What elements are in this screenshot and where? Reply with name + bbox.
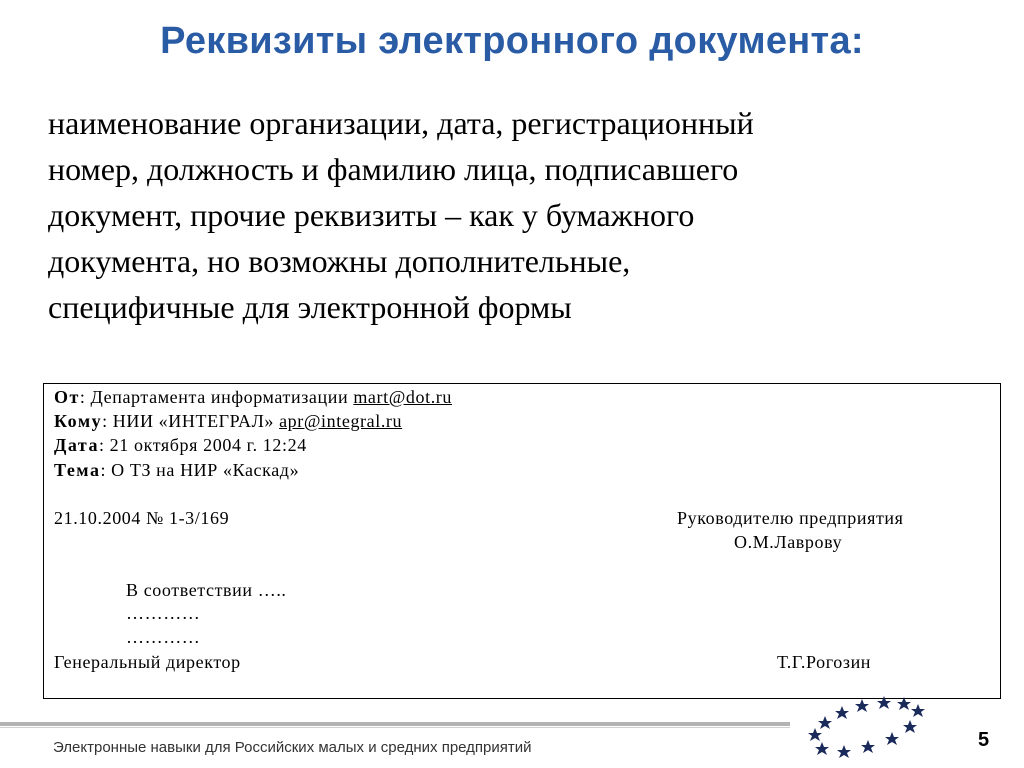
subject-row [54, 460, 299, 481]
footer-divider-thin [0, 727, 790, 728]
letter-body-line: ………… [126, 603, 201, 623]
letter-body-line: ………… [126, 627, 201, 647]
body-line: документа, но возможны дополнительные, [48, 243, 631, 279]
star-icon [818, 716, 832, 729]
body-line: наименование организации, дата, регистрационный [48, 105, 754, 141]
to-label: Кому [54, 411, 103, 431]
from-label: От [54, 387, 80, 407]
star-icon [808, 728, 822, 741]
from-row [54, 387, 452, 408]
body-line: номер, должность и фамилию лица, подписавшего [48, 151, 739, 187]
star-icon [885, 732, 899, 745]
star-icon [903, 720, 917, 733]
star-icon [855, 699, 869, 712]
page-number: 5 [978, 729, 990, 751]
footer-divider [0, 722, 790, 726]
subject-label: Тема [54, 460, 101, 480]
body-line: документ, прочие реквизиты – как у бумажного [48, 197, 695, 233]
addressee-position: Руководителю предприятия [677, 508, 904, 528]
body-line: специфичные для электронной формы [48, 289, 572, 325]
letter-body-line: В соответствии ….. [126, 580, 287, 600]
from-value: : Департамента информатизации [79, 387, 354, 407]
star-icon [877, 696, 891, 709]
date-row [54, 435, 307, 456]
footer-text: Электронные навыки для Российских малых и средних предприятий [53, 739, 532, 756]
star-icon [837, 745, 851, 758]
to-email-link[interactable]: apr@integral.ru [279, 411, 403, 431]
document-sample [43, 383, 1001, 699]
star-icon [835, 706, 849, 719]
star-icon [815, 742, 829, 755]
star-icon [861, 740, 875, 753]
date-value: : 21 октября 2004 г. 12:24 [98, 435, 307, 455]
subject-value: : О ТЗ на НИР «Каскад» [100, 460, 300, 480]
from-email-link[interactable]: mart@dot.ru [353, 387, 452, 407]
star-icon [897, 697, 911, 710]
slide-title: Реквизиты электронного документа: [160, 20, 864, 62]
star-icon [911, 704, 925, 717]
addressee-name: О.М.Лаврову [734, 532, 843, 552]
to-row [54, 411, 402, 432]
signer-position: Генеральный директор [54, 652, 241, 672]
date-label: Дата [54, 435, 99, 455]
star-icon-group [808, 696, 925, 758]
signer-name: Т.Г.Рогозин [777, 652, 872, 672]
eu-stars-logo [800, 690, 930, 760]
to-value: : НИИ «ИНТЕГРАЛ» [102, 411, 280, 431]
body-text [48, 100, 978, 330]
registration-number: 21.10.2004 № 1-3/169 [54, 508, 230, 528]
